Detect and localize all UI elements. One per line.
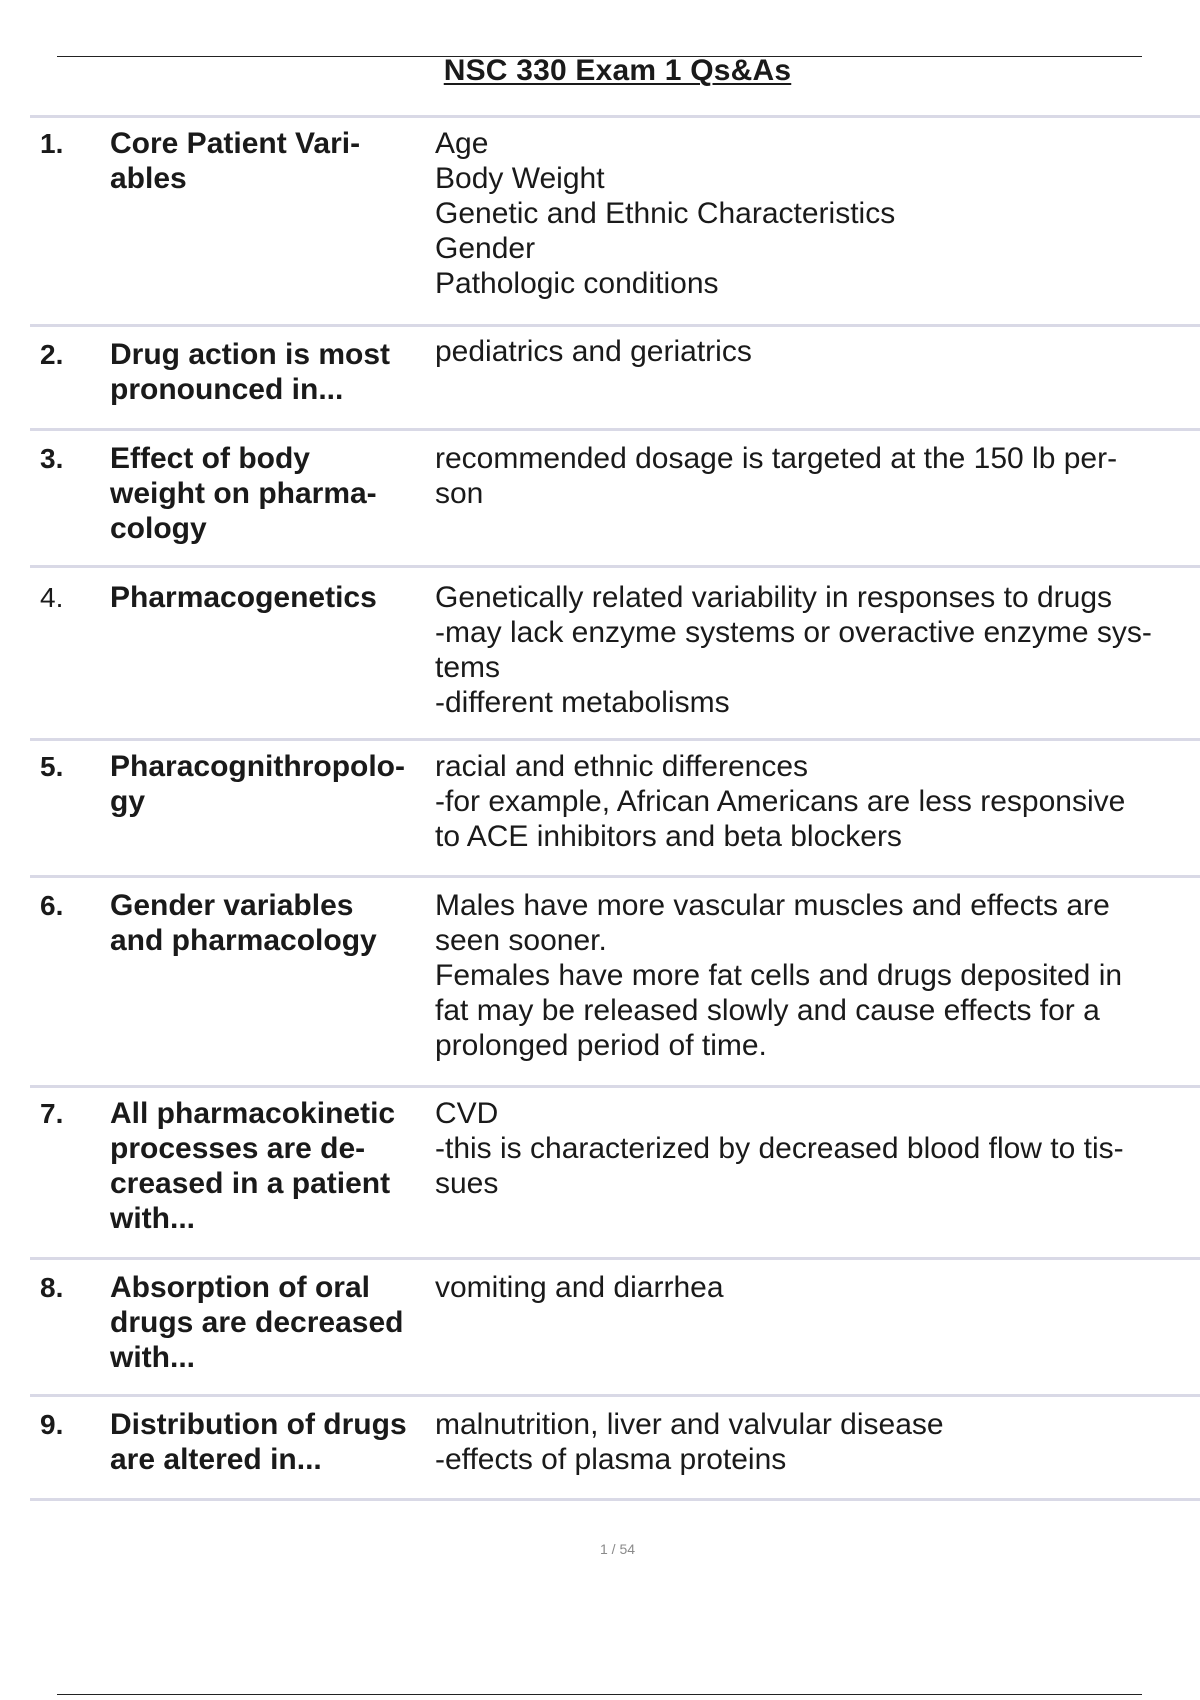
- answer-text: CVD -this is characterized by decreased blood flow to tis- sues: [435, 1097, 1124, 1200]
- qa-row: [30, 1088, 1200, 1260]
- question-text: Drug action is most pronounced in...: [110, 338, 391, 406]
- question-number: 2.: [40, 339, 64, 370]
- question-number: 9.: [40, 1409, 64, 1440]
- question-number: 1.: [40, 128, 64, 159]
- answer-text: malnutrition, liver and valvular disease -effects of plasma proteins: [435, 1408, 944, 1476]
- question-number: 7.: [40, 1098, 64, 1129]
- answer-text: Age Body Weight Genetic and Ethnic Characteristics Gender Pathologic conditions: [435, 127, 896, 300]
- qa-row: [30, 1260, 1200, 1397]
- question-text: Distribution of drugs are altered in...: [110, 1408, 407, 1476]
- question-text: Pharmacogenetics: [110, 581, 377, 614]
- answer-text: pediatrics and geriatrics: [435, 335, 752, 368]
- question-number: 8.: [40, 1272, 64, 1303]
- question-text: Gender variables and pharmacology: [110, 889, 377, 957]
- question-text: Absorption of oral drugs are decreased with...: [110, 1271, 404, 1374]
- answer-text: vomiting and diarrhea: [435, 1271, 724, 1304]
- page-number: 1 / 54: [599, 1541, 636, 1557]
- answer-text: racial and ethnic differences -for example, African Americans are less responsive to ACE inhibitors and beta blockers: [435, 750, 1126, 853]
- qa-row: [30, 118, 1200, 327]
- qa-row: [30, 568, 1200, 741]
- answer-text: Males have more vascular muscles and effects are seen sooner. Females have more fat cells and drugs deposited in fat may be released slowly and cause effects for a prolonged period of time.: [435, 889, 1123, 1062]
- question-text: Effect of body weight on pharma- cology: [110, 442, 377, 545]
- question-number: 4.: [40, 582, 64, 613]
- qa-row: [30, 1397, 1200, 1501]
- page-title: NSC 330 Exam 1 Qs&As: [443, 54, 792, 87]
- answer-text: Genetically related variability in responses to drugs -may lack enzyme systems or overactive enzyme sys- tems -different metabolisms: [435, 581, 1152, 719]
- bottom-rule: [57, 1694, 1142, 1695]
- qa-row: [30, 431, 1200, 568]
- question-number: 5.: [40, 751, 64, 782]
- answer-text: recommended dosage is targeted at the 150 lb per- son: [435, 442, 1118, 510]
- qa-row: [30, 878, 1200, 1088]
- question-text: Core Patient Vari- ables: [110, 127, 361, 195]
- question-text: Pharacognithropolo- gy: [110, 750, 405, 818]
- qa-table: [30, 115, 1200, 1501]
- question-text: All pharmacokinetic processes are de- creased in a patient with...: [110, 1097, 396, 1235]
- question-number: 6.: [40, 890, 64, 921]
- qa-row: [30, 327, 1200, 431]
- qa-row: [30, 741, 1200, 878]
- question-number: 3.: [40, 443, 64, 474]
